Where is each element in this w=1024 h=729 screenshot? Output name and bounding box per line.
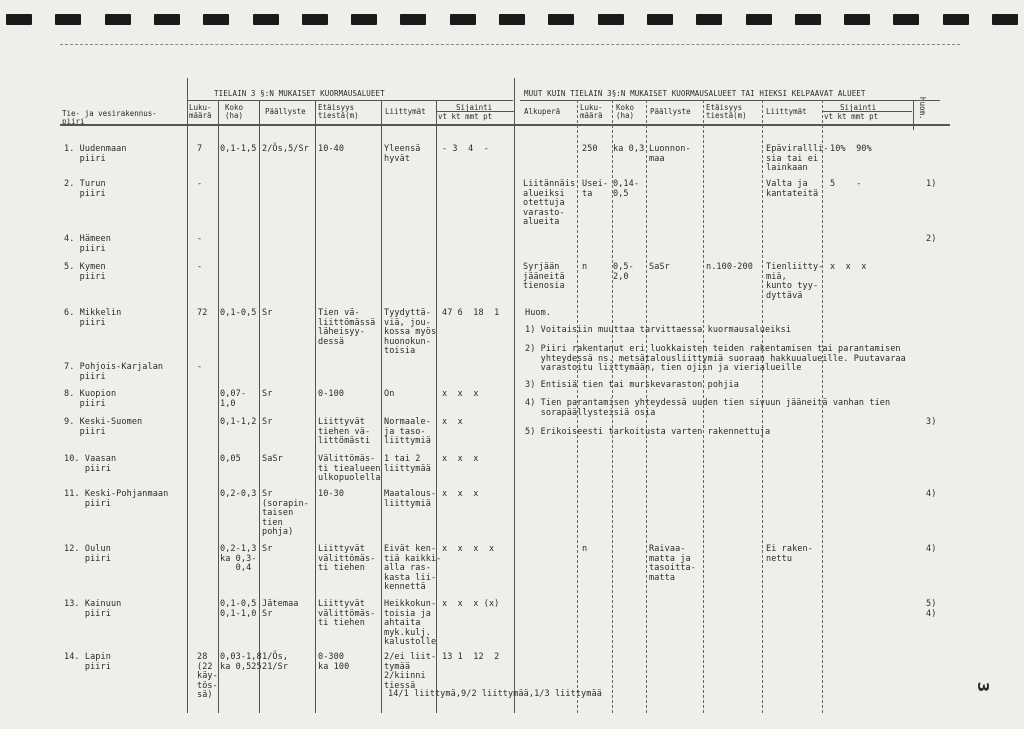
col-sep: [187, 78, 188, 713]
g1-lukumaara-header: Luku- määrä: [189, 103, 212, 120]
g1-lukumaara-cell: -: [197, 234, 203, 244]
film-perforation-strip: [0, 14, 1024, 26]
perforation-hole: [105, 14, 131, 25]
footnote: 5) Erikoiseesti tarkoitusta varten rakennettuja: [525, 427, 771, 437]
g1-liittymat-cell: Maatalous- liittymiä: [384, 489, 437, 509]
g1-etaisyys-cell: Liittyvät tiehen vä- littömästi: [318, 417, 371, 446]
g1-koko-cell: 0,1-0,5 0,1-1,0: [220, 599, 257, 619]
g2-alkupera-cell: Syrjään jääneitä tienosia: [523, 262, 565, 291]
g2-alkupera-cell: Liitännäis alueiksi otettuja varasto- alueita: [523, 179, 576, 227]
footnote: 4) Tien parantamisen yhteydessä uuden tien sivuun jääneitä vanhan tien sorapäällysteisiä osia: [525, 398, 891, 418]
g1-etaisyys-cell: 10-30: [318, 489, 345, 499]
g1-sijainti-cell: x x x: [442, 489, 479, 499]
district-name-cell: 10. Vaasan piiri: [64, 454, 117, 474]
col-sep: [514, 78, 515, 713]
district-name-cell: 9. Keski-Suomen piiri: [64, 417, 143, 437]
g1-sijainti-cell: x x x: [442, 454, 479, 464]
district-name-cell: 6. Mikkelin piiri: [64, 308, 122, 328]
g2-paallyste-cell: Luonnon- maa: [649, 144, 691, 164]
perforation-hole: [154, 14, 180, 25]
perforation-hole: [943, 14, 969, 25]
g2-lukumaara-header: Luku- määrä: [580, 103, 603, 120]
g1-etaisyys-cell: Liittyvät välittömäs- ti tiehen: [318, 599, 376, 628]
group1-rule: [188, 100, 513, 101]
footnote: 2) Piiri rakentanut eri luokkaisten teiden rakentamisen tai parantamisen yhteydessä ns. metsätalousliittymiä suoraan hakkuualueille. Puutavaraa varastoitu liittymään, tien ojiin ja vierialueille: [525, 344, 906, 373]
g1-koko-cell: 0,05: [220, 454, 241, 464]
g1-etaisyys-cell: 0-100: [318, 389, 345, 399]
g1-sijainti-cell: 47 6 18 1: [442, 308, 500, 318]
g2-liittymat-cell: Valta ja kantateitä: [766, 179, 819, 199]
perforation-hole: [746, 14, 772, 25]
g1-etaisyys-cell: 10-40: [318, 144, 345, 154]
g1-etaisyys-cell: Liittyvät välittömäs- ti tiehen: [318, 544, 376, 573]
col-sep: [913, 100, 914, 130]
g1-lukumaara-cell: -: [197, 262, 203, 272]
col-sep: [218, 100, 219, 713]
g1-etaisyys-cell: 0-300 ka 100: [318, 652, 350, 672]
g1-liittymat-cell: 2/ei liit- tymää 2/kiinni tiessä: [384, 652, 437, 691]
perforation-hole: [302, 14, 328, 25]
g1-liittymat-cell: On: [384, 389, 395, 399]
g1-koko-cell: 0,2-1,3 ka 0,3- 0,4: [220, 544, 257, 573]
perforation-hole: [844, 14, 870, 25]
g1-paallyste-cell: Sr: [262, 544, 273, 554]
group1-title: TIELAIN 3 §:N MUKAISET KUORMAUSALUEET: [214, 89, 385, 98]
g1-sijainti-header: Sijainti: [456, 103, 493, 112]
district-col-header: Tie- ja vesirakennus- piiri: [62, 109, 157, 126]
perforation-hole: [55, 14, 81, 25]
g1-liittymat-cell: Eivät ken- tiä kaikki- alla ras- kasta lii- kennettä: [384, 544, 442, 592]
g2-sijainti-subheader: vt kt mmt pt: [824, 112, 879, 121]
perforation-hole: [893, 14, 919, 25]
g1-koko-cell: 0,03-1,8 ka 0,525: [220, 652, 262, 672]
g2-koko-cell: 0,14- 0,5: [613, 179, 640, 199]
notes-cell: 1): [926, 179, 937, 189]
g1-liittymat-cell: Normaale- ja taso- liittymiä: [384, 417, 431, 446]
perforation-hole: [499, 14, 525, 25]
col-sep: [381, 100, 382, 713]
g1-koko-cell: 0,07- 1,0: [220, 389, 247, 409]
perforation-hole: [203, 14, 229, 25]
g1-liittymat-header: Liittymät: [385, 107, 426, 116]
g1-sijainti-cell: x x x x: [442, 544, 495, 554]
g1-koko-cell: 0,1-1,2: [220, 417, 257, 427]
perforation-hole: [647, 14, 673, 25]
g1-koko-cell: 0,1-1,5: [220, 144, 257, 154]
header-bottom-rule: [60, 124, 950, 126]
g1-lukumaara-cell: 72: [197, 308, 208, 318]
district-name-cell: 13. Kainuun piiri: [64, 599, 122, 619]
g1-sijainti-cell: 13 1 12 2: [442, 652, 500, 662]
lapin-footer: 14/1 liittymä,9/2 liittymää,1/3 liittymää: [388, 689, 602, 699]
g1-koko-header: Koko (ha): [225, 103, 244, 120]
g2-sijainti-rule: [822, 111, 912, 112]
g2-etaisyys-cell: n.100-200: [706, 262, 753, 272]
district-name-cell: 12. Oulun piiri: [64, 544, 111, 564]
g2-liittymat-cell: Tienliitty- miä, kunto tyy- dyttävä: [766, 262, 824, 301]
g2-paallyste-cell: Raivaa- matta ja tasoitta- matta: [649, 544, 696, 583]
g2-etaisyys-header: Etäisyys tiestä(m): [706, 103, 747, 120]
perforation-hole: [351, 14, 377, 25]
g1-liittymat-cell: Yleensä hyvät: [384, 144, 421, 164]
notes-cell: 2): [926, 234, 937, 244]
g1-sijainti-rule: [436, 111, 514, 112]
g2-liittymat-cell: Ei raken- nettu: [766, 544, 813, 564]
g1-paallyste-cell: Sr: [262, 389, 273, 399]
g1-sijainti-cell: - 3 4 -: [442, 144, 489, 154]
g2-lukumaara-cell: 250: [582, 144, 598, 154]
g2-paallyste-cell: SaSr: [649, 262, 670, 272]
g2-lukumaara-cell: Usei- ta: [582, 179, 609, 199]
g1-sijainti-cell: x x: [442, 417, 463, 427]
perforation-hole: [992, 14, 1018, 25]
col-sep: [259, 100, 260, 713]
notes-cell: 3): [926, 417, 937, 427]
g1-lukumaara-cell: -: [197, 179, 203, 189]
perforation-hole: [795, 14, 821, 25]
g2-sijainti-header: Sijainti: [840, 103, 877, 112]
g1-liittymat-cell: 1 tai 2 liittymää: [384, 454, 431, 474]
g1-paallyste-cell: Jätemaa Sr: [262, 599, 299, 619]
g1-koko-cell: 0,1-0,5: [220, 308, 257, 318]
footnote: 1) Voitaisiin muuttaa tarvittaessa kuormausalueiksi: [525, 325, 792, 335]
group2-rule: [520, 100, 940, 101]
g1-koko-cell: 0,2-0,3: [220, 489, 257, 499]
g2-paallyste-header: Päällyste: [650, 107, 691, 116]
g1-sijainti-cell: x x x (x): [442, 599, 500, 609]
district-name-cell: 11. Keski-Pohjanmaan piiri: [64, 489, 169, 509]
perforation-hole: [548, 14, 574, 25]
perforation-hole: [598, 14, 624, 25]
g2-koko-cell: 0,5- 2,0: [613, 262, 634, 282]
district-name-cell: 4. Hämeen piiri: [64, 234, 111, 254]
notes-cell: 4): [926, 489, 937, 499]
g1-paallyste-cell: Sr: [262, 417, 273, 427]
footnote: 3) Entisiä tien tai murskevaraston pohjia: [525, 380, 739, 390]
perforation-hole: [696, 14, 722, 25]
g1-sijainti-cell: x x x: [442, 389, 479, 399]
g1-paallyste-cell: Sr: [262, 308, 273, 318]
g2-liittymat-header: Liittymät: [766, 107, 807, 116]
district-name-cell: 1. Uudenmaan piiri: [64, 144, 127, 164]
g2-koko-header: Koko (ha): [616, 103, 635, 120]
district-name-cell: 7. Pohjois-Karjalan piiri: [64, 362, 164, 382]
district-name-cell: 14. Lapin piiri: [64, 652, 111, 672]
page-number: 3: [974, 681, 993, 693]
district-name-cell: 5. Kymen piiri: [64, 262, 106, 282]
g1-paallyste-header: Päällyste: [265, 107, 306, 116]
g1-liittymat-cell: Tyydyttä- viä, jou- kossa myös huonokun- toisia: [384, 308, 437, 356]
district-name-cell: 2. Turun piiri: [64, 179, 106, 199]
perforation-hole: [450, 14, 476, 25]
top-rule: [60, 44, 960, 45]
g1-paallyste-cell: Sr (sorapin- taisen tien pohja): [262, 489, 309, 537]
g1-paallyste-cell: 2/Ös,5/Sr: [262, 144, 309, 154]
perforation-hole: [6, 14, 32, 25]
g2-koko-cell: ka 0,3: [613, 144, 645, 154]
col-sep: [315, 100, 316, 713]
g2-lukumaara-cell: n: [582, 262, 588, 272]
g1-etaisyys-cell: Tien vä- liittömässä läheisyy- dessä: [318, 308, 376, 347]
g1-sijainti-subheader: vt kt mmt pt: [438, 112, 493, 121]
g2-sijainti-cell: 5 -: [830, 179, 862, 189]
notes-col-header: Huom.: [918, 97, 927, 120]
g1-etaisyys-cell: Välittömäs- ti tiealueen ulkopuolella: [318, 454, 381, 483]
g1-lukumaara-cell: -: [197, 362, 203, 372]
notes-cell: 5) 4): [926, 599, 937, 619]
perforation-hole: [400, 14, 426, 25]
district-name-cell: 8. Kuopion piiri: [64, 389, 117, 409]
g1-lukumaara-cell: 7: [197, 144, 203, 154]
g2-sijainti-cell: 10% 90%: [830, 144, 872, 154]
g2-sijainti-cell: x x x: [830, 262, 867, 272]
perforation-hole: [253, 14, 279, 25]
g1-paallyste-cell: SaSr: [262, 454, 283, 464]
g1-lukumaara-cell: 28 (22 käy- tös- sä): [197, 652, 218, 700]
footnote: Huom.: [525, 308, 552, 318]
notes-cell: 4): [926, 544, 937, 554]
g1-etaisyys-header: Etäisyys tiestä(m): [318, 103, 359, 120]
group2-title: MUUT KUIN TIELAIN 3§:N MUKAISET KUORMAUSALUEET TAI HIEKSI KELPAAVAT ALUEET: [524, 89, 866, 98]
g1-liittymat-cell: Heikkokun- toisia ja ahtaita myk.kulj. kalustolle: [384, 599, 437, 647]
g1-paallyste-cell: 1/Ös, 21/Sr: [262, 652, 289, 672]
g2-lukumaara-cell: n: [582, 544, 588, 554]
g2-liittymat-cell: Epävirallli- sia tai ei lainkaan: [766, 144, 829, 173]
g2-alkupera-header: Alkuperä: [524, 107, 561, 116]
